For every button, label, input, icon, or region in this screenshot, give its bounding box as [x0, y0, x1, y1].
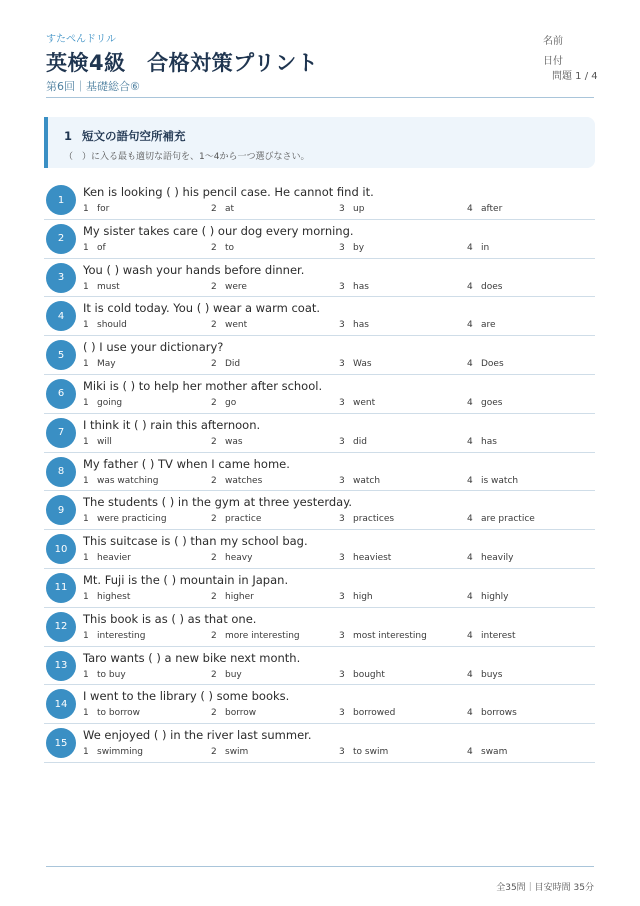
question-stem: Miki is ( ) to help her mother after school. [83, 378, 323, 393]
question-number-badge: 2 [46, 224, 76, 254]
question-item [44, 530, 595, 569]
question-stem: You ( ) wash your hands before dinner. [83, 262, 305, 277]
option-text: Does [481, 359, 504, 370]
option-number: 1 [83, 553, 89, 564]
option-text: to [225, 242, 235, 253]
option-text: heavy [225, 553, 253, 564]
answer-option-2[interactable] [211, 592, 254, 602]
option-text: swimming [97, 747, 144, 758]
option-number: 3 [339, 320, 345, 331]
option-text: to swim [353, 747, 389, 758]
option-number: 2 [211, 553, 217, 564]
option-text: practices [353, 514, 395, 525]
question-number-badge: 12 [46, 612, 76, 642]
option-text: heavier [97, 553, 131, 564]
question-number-badge: 3 [46, 263, 76, 293]
option-number: 4 [467, 281, 473, 292]
option-number: 3 [339, 630, 345, 641]
option-text: does [481, 281, 503, 292]
answer-option-3[interactable] [339, 553, 391, 563]
answer-option-3[interactable] [339, 243, 364, 253]
question-stem: The students ( ) in the gym at three yesterday. [83, 495, 353, 510]
answer-option-2[interactable] [211, 243, 234, 253]
question-stem: My father ( ) TV when I came home. [83, 456, 290, 471]
answer-option-3[interactable] [339, 670, 385, 680]
option-text: most interesting [353, 630, 427, 641]
answer-option-3[interactable] [339, 398, 375, 408]
answer-option-4[interactable] [467, 708, 517, 718]
option-text: heavily [481, 553, 514, 564]
question-number-badge: 8 [46, 457, 76, 487]
answer-option-4[interactable] [467, 359, 504, 369]
option-number: 4 [467, 747, 473, 758]
question-item [44, 297, 595, 336]
answer-option-3[interactable] [339, 437, 367, 447]
option-text: Was [353, 359, 372, 370]
option-number: 3 [339, 747, 345, 758]
answer-option-2[interactable] [211, 708, 256, 718]
option-text: bought [353, 669, 385, 680]
question-stem: My sister takes care ( ) our dog every morning. [83, 223, 354, 238]
option-number: 1 [83, 242, 89, 253]
question-number-badge: 6 [46, 379, 76, 409]
option-text: should [97, 320, 127, 331]
answer-option-1[interactable] [83, 437, 112, 447]
question-number-badge: 15 [46, 728, 76, 758]
footer-divider [46, 866, 594, 867]
answer-option-4[interactable] [467, 747, 507, 757]
option-text: went [353, 397, 376, 408]
option-text: borrowed [353, 708, 396, 719]
answer-option-3[interactable] [339, 282, 369, 292]
option-text: for [97, 204, 110, 214]
answer-option-2[interactable] [211, 514, 261, 524]
option-text: went [225, 320, 248, 331]
option-text: were [225, 281, 247, 292]
option-text: swim [225, 747, 249, 758]
option-text: will [97, 436, 112, 447]
answer-option-1[interactable] [83, 553, 131, 563]
question-item [44, 608, 595, 647]
answer-option-2[interactable] [211, 553, 252, 563]
question-stem: This suitcase is ( ) than my school bag. [83, 534, 308, 549]
brand-label: すたぺんドリル [46, 34, 116, 45]
option-number: 1 [83, 281, 89, 292]
option-number: 1 [83, 436, 89, 447]
question-item [44, 220, 595, 259]
answer-option-4[interactable] [467, 282, 502, 292]
option-text: has [353, 320, 369, 331]
option-number: 1 [83, 397, 89, 408]
option-number: 3 [339, 281, 345, 292]
option-text: are [481, 320, 496, 331]
answer-option-2[interactable] [211, 359, 240, 369]
option-number: 2 [211, 747, 217, 758]
question-number-badge: 14 [46, 689, 76, 719]
question-item [44, 491, 595, 530]
option-number: 3 [339, 436, 345, 447]
option-number: 1 [83, 204, 89, 214]
answer-option-1[interactable] [83, 243, 106, 253]
answer-option-1[interactable] [83, 359, 116, 369]
answer-option-3[interactable] [339, 514, 394, 524]
question-stem: I went to the library ( ) some books. [83, 689, 290, 704]
option-number: 1 [83, 320, 89, 331]
option-number: 3 [339, 514, 345, 525]
answer-option-1[interactable] [83, 398, 122, 408]
answer-option-1[interactable] [83, 747, 143, 757]
answer-option-3[interactable] [339, 592, 373, 602]
option-text: at [225, 204, 235, 214]
option-text: highest [97, 591, 131, 602]
option-text: was watching [97, 475, 159, 486]
section-number: 1 [64, 129, 73, 143]
answer-option-4[interactable] [467, 204, 502, 214]
option-number: 4 [467, 669, 473, 680]
answer-option-1[interactable] [83, 708, 140, 718]
option-text: of [97, 242, 106, 253]
answer-option-1[interactable] [83, 204, 109, 214]
option-number: 3 [339, 553, 345, 564]
answer-option-2[interactable] [211, 204, 234, 214]
question-number-badge: 7 [46, 418, 76, 448]
answer-option-3[interactable] [339, 747, 388, 757]
option-number: 1 [83, 630, 89, 641]
option-number: 2 [211, 242, 217, 253]
question-number-badge: 10 [46, 534, 76, 564]
option-text: was [225, 436, 243, 447]
option-number: 3 [339, 475, 345, 486]
answer-option-1[interactable] [83, 282, 120, 292]
answer-option-3[interactable] [339, 359, 372, 369]
option-text: to borrow [97, 708, 141, 719]
question-stem: Ken is looking ( ) his pencil case. He cannot find it. [83, 185, 374, 199]
option-number: 4 [467, 242, 473, 253]
answer-option-3[interactable] [339, 320, 369, 330]
answer-option-1[interactable] [83, 514, 167, 524]
option-text: high [353, 591, 373, 602]
answer-option-3[interactable] [339, 708, 395, 718]
option-text: in [481, 242, 490, 253]
option-number: 4 [467, 320, 473, 331]
answer-option-4[interactable] [467, 514, 535, 524]
option-text: watch [353, 475, 381, 486]
answer-option-4[interactable] [467, 398, 502, 408]
option-number: 2 [211, 204, 217, 214]
question-number-badge: 9 [46, 495, 76, 525]
question-item [44, 181, 595, 220]
question-item [44, 569, 595, 608]
answer-option-4[interactable] [467, 553, 513, 563]
option-text: is watch [481, 475, 519, 486]
option-text: swam [481, 747, 508, 758]
question-number-badge: 4 [46, 301, 76, 331]
answer-option-2[interactable] [211, 476, 262, 486]
option-text: must [97, 281, 120, 292]
option-number: 2 [211, 514, 217, 525]
answer-option-3[interactable] [339, 631, 427, 641]
question-number-badge: 13 [46, 651, 76, 681]
option-text: May [97, 359, 116, 370]
answer-option-1[interactable] [83, 476, 158, 486]
option-number: 4 [467, 630, 473, 641]
option-text: interest [481, 630, 516, 641]
date-label: 日付 [543, 56, 563, 67]
question-number-badge: 5 [46, 340, 76, 370]
option-text: are practice [481, 514, 535, 525]
answer-option-4[interactable] [467, 437, 497, 447]
question-stem: I think it ( ) rain this afternoon. [83, 417, 261, 432]
option-number: 2 [211, 475, 217, 486]
question-item [44, 685, 595, 724]
option-number: 3 [339, 708, 345, 719]
section-title [64, 128, 186, 144]
option-text: borrow [225, 708, 257, 719]
option-number: 4 [467, 514, 473, 525]
option-text: up [353, 204, 365, 214]
option-number: 2 [211, 630, 217, 641]
option-number: 4 [467, 359, 473, 370]
answer-option-2[interactable] [211, 282, 247, 292]
option-number: 2 [211, 708, 217, 719]
section-instruction: （ ）に入る最も適切な語句を、1〜4から一つ選びなさい。 [64, 152, 310, 162]
answer-option-4[interactable] [467, 670, 502, 680]
option-number: 1 [83, 669, 89, 680]
option-number: 2 [211, 669, 217, 680]
option-text: interesting [97, 630, 146, 641]
option-number: 2 [211, 320, 217, 331]
option-number: 1 [83, 591, 89, 602]
answer-option-1[interactable] [83, 592, 130, 602]
footer-info: 全35問｜目安時間 35分 [496, 883, 594, 893]
option-text: goes [481, 397, 503, 408]
option-number: 1 [83, 359, 89, 370]
option-text: more interesting [225, 630, 300, 641]
option-text: to buy [97, 669, 126, 680]
answer-option-4[interactable] [467, 631, 516, 641]
option-number: 4 [467, 204, 473, 214]
option-number: 4 [467, 436, 473, 447]
option-number: 4 [467, 591, 473, 602]
option-text: were practicing [97, 514, 167, 525]
question-stem: This book is as ( ) as that one. [83, 611, 257, 626]
question-item [44, 453, 595, 492]
question-stem: It is cold today. You ( ) wear a warm coat. [83, 301, 321, 316]
answer-option-2[interactable] [211, 747, 248, 757]
answer-option-2[interactable] [211, 398, 236, 408]
question-item [44, 375, 595, 414]
answer-option-2[interactable] [211, 670, 242, 680]
option-number: 1 [83, 514, 89, 525]
option-number: 2 [211, 436, 217, 447]
header-divider [46, 97, 594, 98]
option-number: 3 [339, 669, 345, 680]
option-number: 4 [467, 708, 473, 719]
option-text: did [353, 436, 367, 447]
option-number: 2 [211, 359, 217, 370]
answer-option-2[interactable] [211, 631, 300, 641]
answer-option-3[interactable] [339, 204, 364, 214]
answer-option-4[interactable] [467, 320, 496, 330]
option-number: 2 [211, 397, 217, 408]
option-text: going [97, 397, 123, 408]
option-text: has [353, 281, 369, 292]
option-text: heaviest [353, 553, 392, 564]
option-text: buys [481, 669, 503, 680]
question-stem: Taro wants ( ) a new bike next month. [83, 650, 301, 665]
answer-option-1[interactable] [83, 320, 127, 330]
option-text: Did [225, 359, 241, 370]
question-stem: ( ) I use your dictionary? [83, 340, 224, 355]
option-number: 3 [339, 359, 345, 370]
option-number: 3 [339, 242, 345, 253]
section-title-text: 短文の語句空所補充 [82, 129, 186, 143]
name-label: 名前 [543, 36, 563, 47]
answer-option-2[interactable] [211, 437, 243, 447]
question-number-badge: 11 [46, 573, 76, 603]
option-number: 4 [467, 475, 473, 486]
option-text: watches [225, 475, 263, 486]
option-text: by [353, 242, 365, 253]
option-text: go [225, 397, 237, 408]
option-number: 1 [83, 475, 89, 486]
option-number: 1 [83, 747, 89, 758]
question-count: 問題 1 / 4 [552, 71, 598, 82]
answer-option-3[interactable] [339, 476, 380, 486]
answer-option-4[interactable] [467, 476, 518, 486]
question-item [44, 647, 595, 686]
section-box [44, 117, 595, 168]
question-item [44, 414, 595, 453]
question-stem: Mt. Fuji is the ( ) mountain in Japan. [83, 572, 289, 587]
answer-option-4[interactable] [467, 592, 508, 602]
option-number: 3 [339, 397, 345, 408]
answer-option-1[interactable] [83, 670, 126, 680]
answer-option-1[interactable] [83, 631, 145, 641]
question-item [44, 724, 595, 763]
option-text: borrows [481, 708, 517, 719]
answer-option-2[interactable] [211, 320, 247, 330]
page-title: 英検4級 合格対策プリント [46, 51, 319, 75]
option-number: 2 [211, 591, 217, 602]
option-text: buy [225, 669, 242, 680]
option-number: 2 [211, 281, 217, 292]
question-stem: We enjoyed ( ) in the river last summer. [83, 728, 312, 743]
option-text: highly [481, 591, 509, 602]
answer-option-4[interactable] [467, 243, 489, 253]
option-text: practice [225, 514, 262, 525]
option-number: 4 [467, 397, 473, 408]
option-text: after [481, 204, 503, 214]
question-number-badge: 1 [46, 185, 76, 215]
question-item [44, 336, 595, 375]
page-subtitle: 第6回｜基礎総合⑥ [46, 80, 140, 93]
option-number: 1 [83, 708, 89, 719]
question-item [44, 259, 595, 298]
option-text: higher [225, 591, 254, 602]
option-number: 4 [467, 553, 473, 564]
question-list [44, 181, 595, 763]
option-number: 3 [339, 591, 345, 602]
option-text: has [481, 436, 497, 447]
option-number: 3 [339, 204, 345, 214]
